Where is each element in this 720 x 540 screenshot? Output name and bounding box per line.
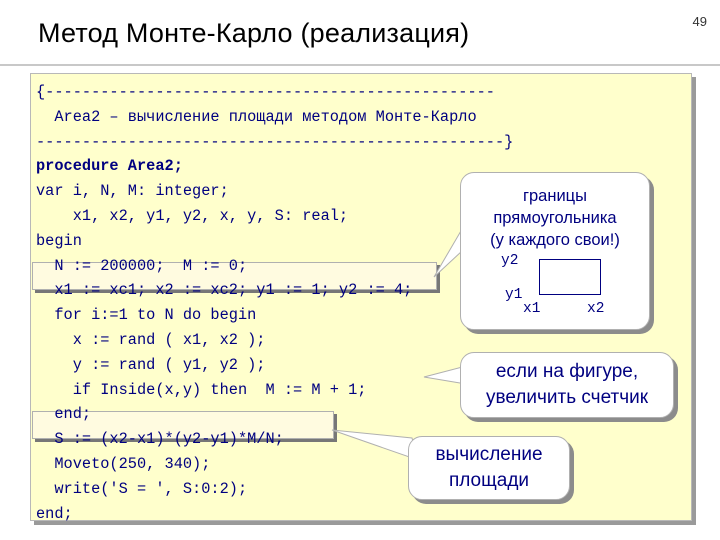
- counter-callout-line2: увеличить счетчик: [485, 387, 649, 408]
- bounds-y1-label: y1: [505, 287, 523, 303]
- area-callout: [408, 436, 570, 500]
- bounds-callout-line1: границы: [522, 187, 587, 205]
- code-line-1: {-------------------------------------------------: [36, 83, 495, 101]
- slide-title: Метод Монте-Карло (реализация): [38, 18, 470, 48]
- code-line-14: end;: [36, 405, 92, 424]
- code-line-18: end;: [36, 504, 73, 523]
- bounds-callout-line3: (у каждого свои!): [490, 231, 620, 249]
- code-line-2: Area2 – вычисление площади методом Монте-Карло: [36, 107, 477, 126]
- bounds-x1-label: x1: [523, 301, 541, 317]
- code-line-5: var i, N, M: integer;: [36, 182, 229, 201]
- title-divider: [0, 64, 720, 66]
- bounds-x2-label: x2: [587, 301, 605, 317]
- code-line-17: write('S = ', S:0:2);: [36, 479, 248, 498]
- code-line-10: for i:=1 to N do begin: [36, 306, 257, 325]
- code-line-7: begin: [36, 231, 82, 250]
- code-line-8: N := 200000; M := 0;: [36, 256, 248, 275]
- bounds-callout: [460, 172, 650, 330]
- code-line-16: Moveto(250, 340);: [36, 454, 211, 473]
- counter-callout: [460, 352, 674, 418]
- code-line-13: if Inside(x,y) then M := M + 1;: [36, 380, 367, 399]
- code-line-9: x1 := xc1; x2 := xc2; y1 := 1; y2 := 4;: [36, 281, 413, 300]
- counter-callout-line1: если на фигуре,: [495, 361, 639, 382]
- page-number: 49: [692, 14, 707, 29]
- area-callout-line1: вычисление: [435, 444, 543, 465]
- code-line-12: y := rand ( y1, y2 );: [36, 355, 266, 374]
- bounds-y2-label: y2: [501, 253, 519, 269]
- code-line-6: x1, x2, y1, y2, x, y, S: real;: [36, 206, 349, 225]
- code-line-4: procedure Area2;: [36, 157, 183, 176]
- bounds-callout-line2: прямоугольника: [493, 209, 617, 227]
- bounds-rectangle-diagram: [539, 259, 601, 295]
- code-line-15: S := (x2-x1)*(y2-y1)*M/N;: [36, 430, 284, 449]
- code-line-11: x := rand ( x1, x2 );: [36, 330, 266, 349]
- code-line-3: ---------------------------------------------------}: [36, 132, 514, 151]
- area-callout-line2: площади: [448, 470, 530, 491]
